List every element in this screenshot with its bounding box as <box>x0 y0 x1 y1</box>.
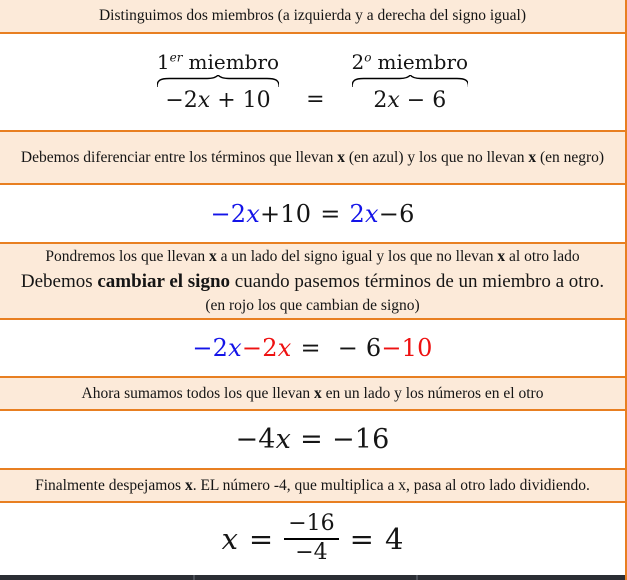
equation-solution <box>0 503 625 575</box>
banner-cambiar-text: Debemos cambiar el signo cuando pasemos términos de un miembro a otro. (en rojo los que cambian de signo) <box>20 271 605 315</box>
members-row <box>157 51 468 113</box>
fraction-numerator: −16 <box>284 512 338 540</box>
members-diagram <box>0 34 625 132</box>
equals-sign: = <box>320 199 341 228</box>
second-member-coef: 2 <box>373 87 388 113</box>
first-member-variable: x <box>197 87 211 113</box>
second-member-constant: − 6 <box>399 87 447 113</box>
term-2-blue: 2 <box>349 199 366 228</box>
first-member-ordinal: 1 <box>156 49 170 74</box>
term-x-blue: x <box>228 334 242 362</box>
banner-sumar-text: Ahora sumamos todos los que llevan x en un lado y los números en el otro <box>81 384 544 402</box>
second-member-expression <box>373 88 446 113</box>
banner-pondremos-text: Pondremos los que llevan x a un lado del signo igual y los que no llevan x al otro lado <box>45 248 580 266</box>
equals-sign: = <box>300 334 321 362</box>
equation-moved-terms-line <box>192 334 432 362</box>
first-member-ordinal-suffix: er <box>169 50 183 65</box>
second-member-ordinal-suffix: o <box>364 50 372 65</box>
banner-distinguimos <box>0 0 625 34</box>
first-member-expression <box>165 88 270 113</box>
term-minus2-red: −2 <box>241 334 278 362</box>
term-minus16: −16 <box>331 424 390 455</box>
table-top-edge <box>0 575 625 580</box>
banner-cambiar-signo <box>0 244 625 320</box>
term-minus6: −6 <box>378 199 415 228</box>
banner-distinguimos-text: Distinguimos dos miembros (a izquierda y a derecha del signo igual) <box>98 7 526 25</box>
equals-sign: = <box>300 424 323 455</box>
fraction <box>284 512 338 565</box>
first-member-word: miembro <box>188 49 280 74</box>
table-column-divider <box>193 575 195 580</box>
first-member-group <box>157 51 279 113</box>
term-minus6: − 6 <box>337 334 382 362</box>
second-member-ordinal: 2 <box>351 49 365 74</box>
bold-cambiar-el-signo: cambiar el signo <box>97 271 231 293</box>
solution-value: 4 <box>384 522 404 556</box>
banner-diferenciar <box>0 132 625 185</box>
banner-despejar-text: Finalmente despejamos x. EL número -4, que multiplica a x, pasa al otro lado dividiendo. <box>35 476 590 494</box>
equation-summed-line <box>235 424 389 455</box>
term-minus2-blue: −2 <box>192 334 229 362</box>
second-member-group <box>352 51 469 113</box>
equation-summed <box>0 411 625 470</box>
second-member-label <box>352 51 469 73</box>
equals-sign: = <box>306 87 325 113</box>
bold-x: x <box>497 248 506 266</box>
overbrace-icon <box>157 75 279 87</box>
term-minus2-blue: −2 <box>210 199 247 228</box>
second-member-variable: x <box>387 87 400 113</box>
bold-x: x <box>528 148 537 166</box>
first-member-coef: −2 <box>165 87 198 113</box>
second-member-word: miembro <box>377 49 469 74</box>
equation-identify-terms-line <box>210 200 414 228</box>
equation-moved-terms <box>0 320 625 378</box>
first-member-label <box>157 51 279 73</box>
term-x: x <box>275 424 292 455</box>
bold-x: x <box>314 384 322 402</box>
equation-solution-line <box>222 512 404 565</box>
term-x-blue: x <box>365 199 379 228</box>
term-x-red: x <box>277 334 292 362</box>
bold-x: x <box>184 476 193 494</box>
equals-sign: = <box>248 522 274 556</box>
banner-sumar <box>0 378 625 411</box>
term-x: x <box>221 522 238 556</box>
term-minus4: −4 <box>235 424 276 455</box>
term-x-blue: x <box>246 199 260 228</box>
equals-sign: = <box>349 522 374 556</box>
overbrace-icon <box>352 75 469 87</box>
equation-identify-terms <box>0 185 625 244</box>
table-column-divider <box>416 575 418 580</box>
term-minus10-red: −10 <box>381 334 433 362</box>
banner-diferenciar-text: Debemos diferenciar entre los términos que llevan x (en azul) y los que no llevan x (en negro) <box>20 148 605 166</box>
fraction-denominator: −4 <box>295 540 328 565</box>
first-member-constant: + 10 <box>210 87 271 113</box>
bold-x: x <box>208 248 217 266</box>
term-plus10: +10 <box>259 199 312 228</box>
banner-despejar <box>0 470 625 503</box>
bold-x: x <box>337 148 345 166</box>
banner-cambiar-small-text: (en rojo los que cambian de signo) <box>205 297 420 315</box>
